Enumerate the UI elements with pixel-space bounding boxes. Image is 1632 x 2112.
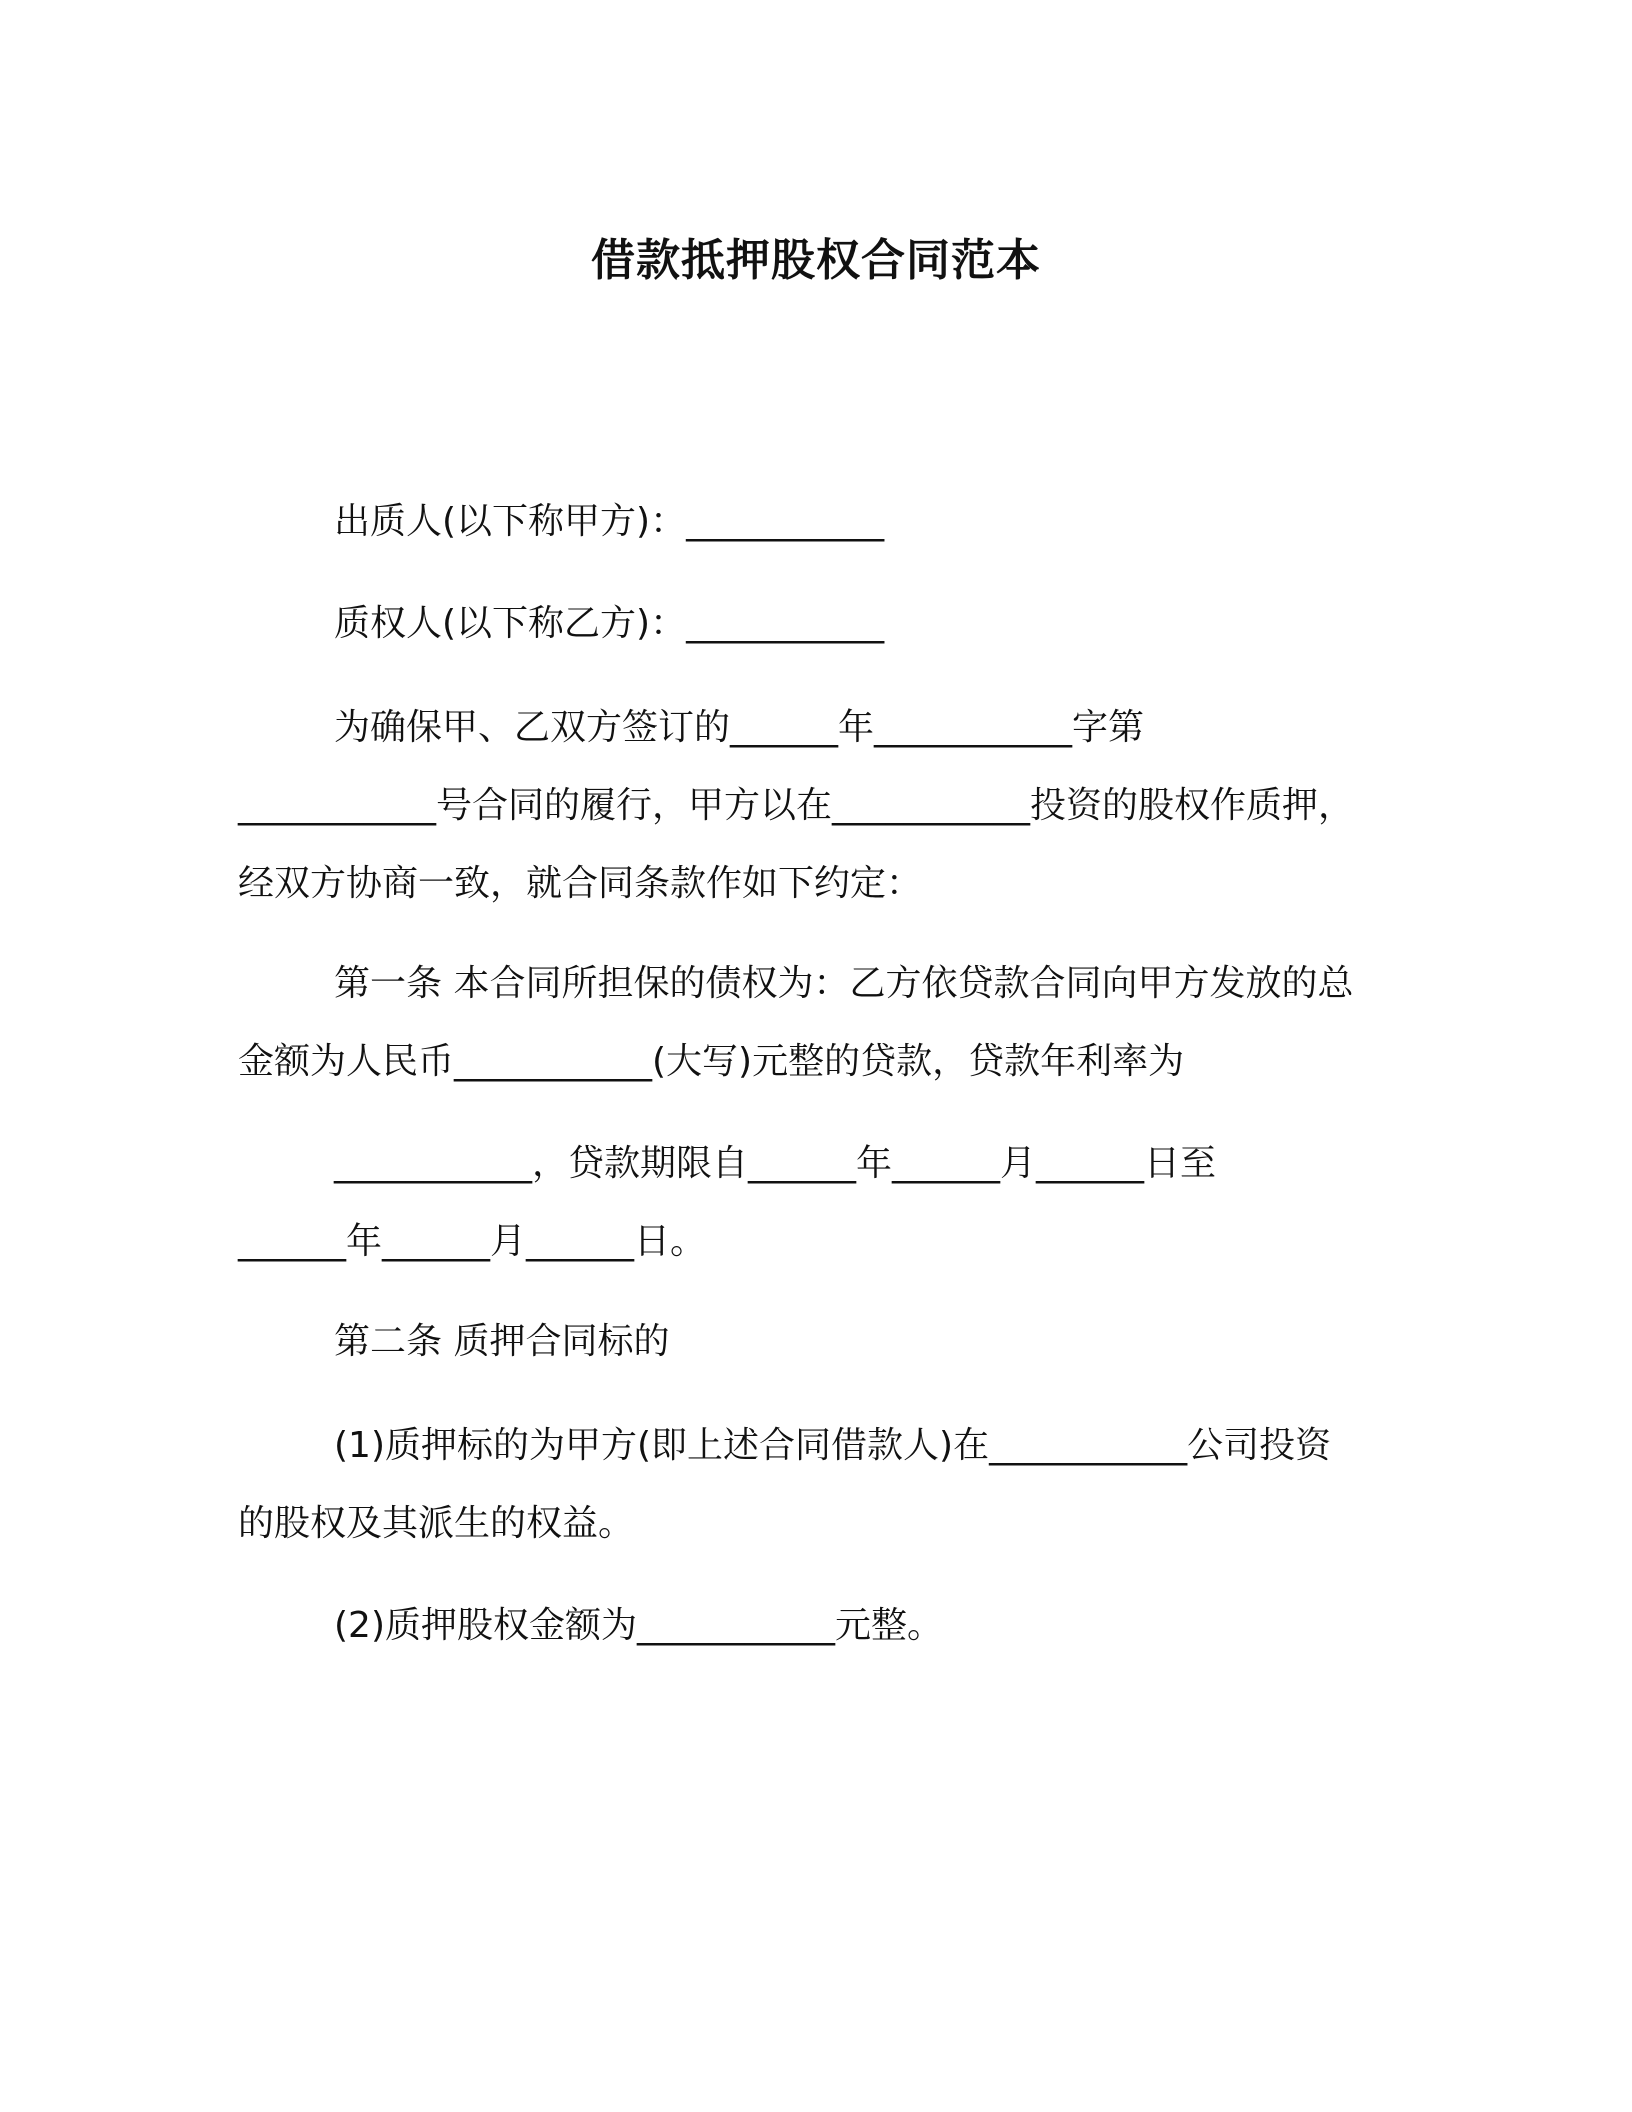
article-1-line-3: ___________，贷款期限自______年______月______日至 — [334, 1143, 1217, 1184]
article-2-item-1-line-1: (1)质押标的为甲方(即上述合同借款人)在___________公司投资 — [334, 1425, 1332, 1466]
preamble-line-1: 为确保甲、乙双方签订的______年___________字第 — [334, 707, 1145, 748]
article-2-heading: 第二条 质押合同标的 — [334, 1321, 670, 1362]
article-2-item-1-line-2: 的股权及其派生的权益。 — [238, 1503, 635, 1544]
article-2-item-2: (2)质押股权金额为___________元整。 — [334, 1605, 943, 1646]
document-title: 借款抵押股权合同范本 — [591, 235, 1041, 286]
article-1-line-2: 金额为人民币___________(大写)元整的贷款，贷款年利率为 — [238, 1041, 1185, 1082]
article-1-line-4: ______年______月______日。 — [238, 1221, 707, 1262]
preamble-line-2: ___________号合同的履行，甲方以在___________投资的股权作质押， — [238, 785, 1355, 826]
article-1-line-1: 第一条 本合同所担保的债权为：乙方依贷款合同向甲方发放的总 — [334, 963, 1354, 1004]
pledgee-line: 质权人(以下称乙方)：___________ — [334, 603, 885, 644]
pledgor-line: 出质人(以下称甲方)：___________ — [334, 501, 885, 542]
preamble-line-3: 经双方协商一致，就合同条款作如下约定： — [238, 863, 923, 904]
